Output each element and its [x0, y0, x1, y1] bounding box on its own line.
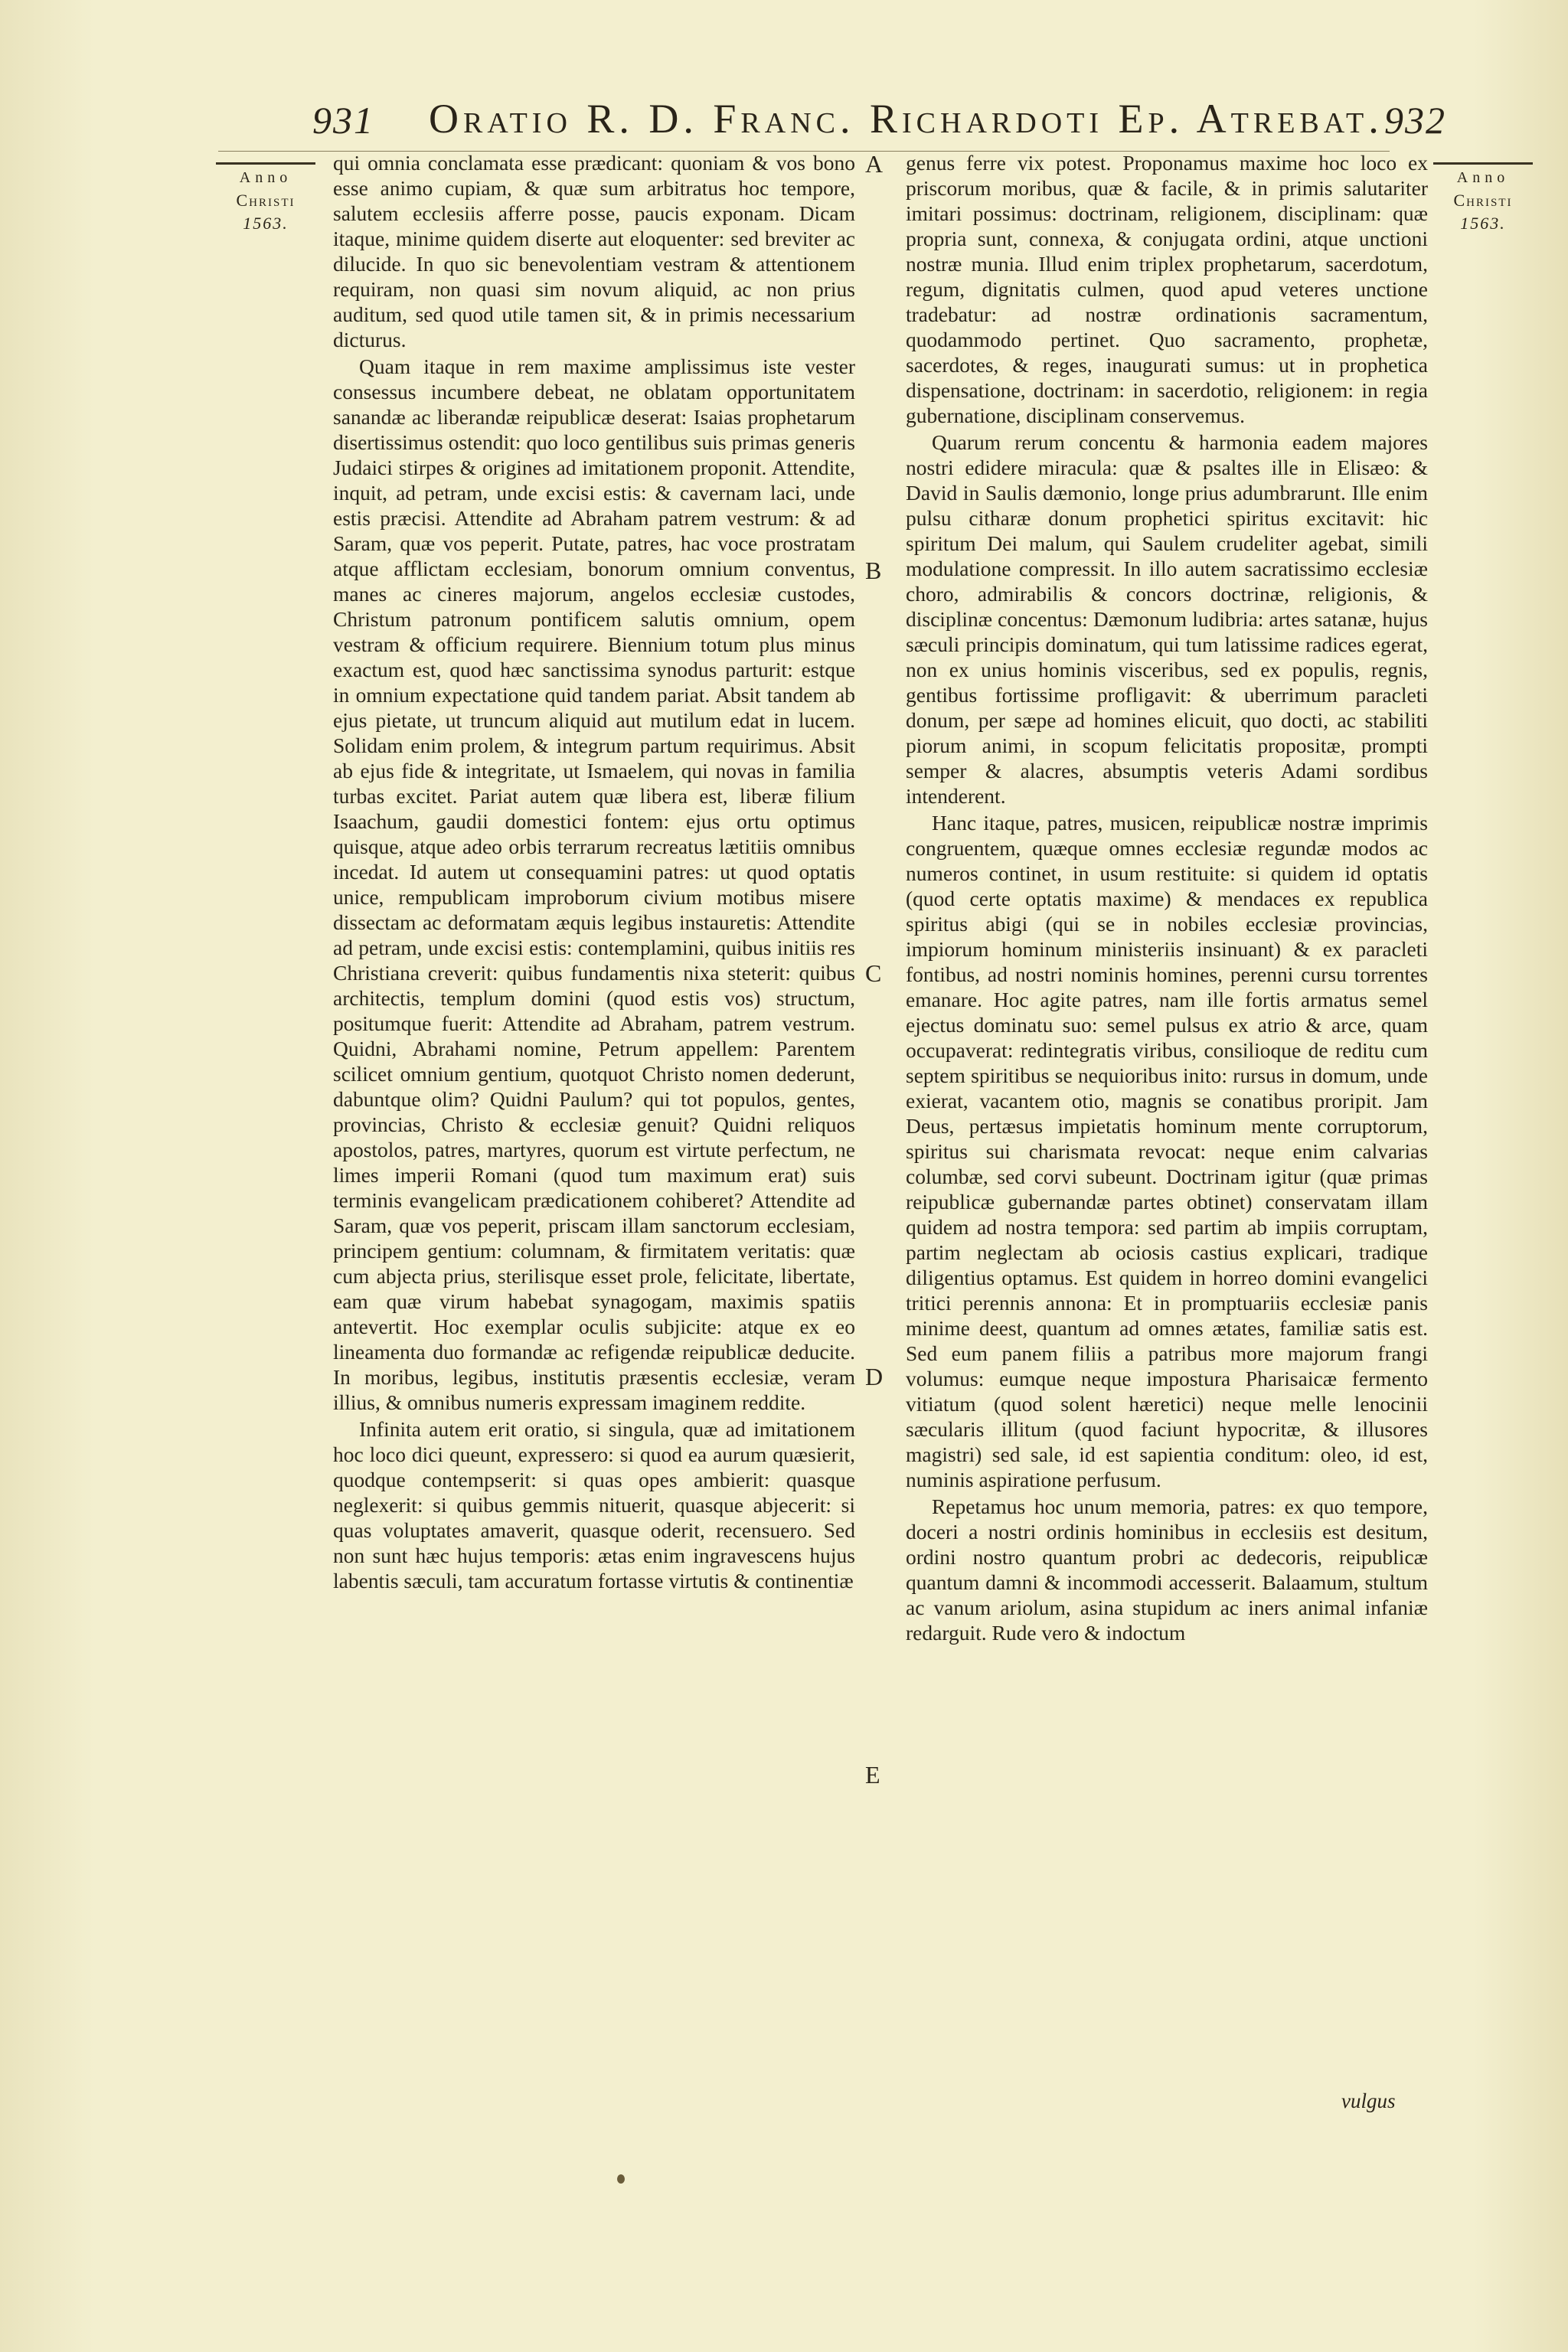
christi-label: Christi	[1453, 191, 1513, 210]
anno-label: Anno	[216, 162, 315, 189]
right-margin-date	[1433, 162, 1533, 235]
paragraph: Quarum rerum concentu & harmonia eadem majores nostri edidere miracula: quæ & psaltes ille in Elisæo: & David in Saulis dæmonio, longe prius adumbrarunt. Ille enim pulsu citharæ donum prophetici spiritus excitavit: hic spiritum Dei malum, qui Saulem crudeliter agebat, simili modulatione compressit. In illo autem sacratissimo ecclesiæ choro, admirabilis & concors doctrinæ, religionis, & disciplinæ concentus: Dæmonum ludibria: artes satanæ, hujus sæculi principis dominatum, qui tum latissime radices egerat, non ex unius hominis visceribus, sed ex populis, regnis, gentibus fortissime profligavit: & uberrimum paracleti donum, per sæpe ad homines elicuit, quo docti, ac stabiliti piorum animi, in scopum felicitatis propositæ, prompti semper & alacres, absumptis veteris Adami sordibus intenderent.	[906, 430, 1428, 808]
running-title: Oratio R. D. Franc. Richardoti Ep. Atrebat.	[429, 96, 1383, 142]
right-text-column	[906, 150, 1428, 2110]
anno-label: Anno	[1433, 162, 1533, 189]
paragraph: Hanc itaque, patres, musicen, reipublicæ nostræ imprimis congruentem, quæque omnes ecclesiæ regundæ modos ac numeros continet, in usum restituite: si quidem id optatis (quod certe optatis maxime) & mendaces ex republica spiritus abigi (qui se in nobiles ecclesiæ provincias, impiorum hominum ministeriis insinuant) & ex paracleti fontibus, ad nostri nominis homines, perenni cursu torrentes emanare. Hoc agite patres, nam ille fortis armatus semel ejectus dominatu suo: semel pulsus ex atrio & arce, quam occupaverat: redintegratis viribus, consilioque de reditu cum septem spiritibus se nequioribus inito: rursus in domum, unde exierat, vacantem otio, magnis se conatibus proripit. Jam Deus, pertæsus impietatis hominum mente corruptorum, spiritus sui charismata revocat: neque enim calvarias columbæ, sed corvi subeunt. Doctrinam igitur (quæ primas reipublicæ gubernandæ partes obtinet) conservatam illam quidem ad nostra tempora: sed partim ab impiis corruptam, partim neglectam ab ociosis castius explicari, tradique diligentius optamus. Est quidem in horreo domini evangelici tritici perennis annona: Et in promptuariis ecclesiæ panis minime deest, quantum ad omnes ætates, familiæ satis est. Sed eum panem filiis a patribus more majorum frangi volumus: eumque neque impostura Pharisaicæ fermento vitiatum (quod solent hæretici) neque melle lenocinii sæcularis illitum (quod faciunt hypocritæ, & illusores magistri) sed sale, id est sapientia conditum: oleo, id est, numinis aspiratione perfusum.	[906, 811, 1428, 1491]
ink-mark	[617, 2174, 625, 2184]
year-label: 1563.	[1460, 214, 1506, 233]
paragraph: genus ferre vix potest. Proponamus maxime hoc loco ex priscorum moribus, quæ & facile, & in primis salutariter imitari possimus: doctrinam, religionem, disciplinam: quæ propria sunt, connexa, & conjugata ordini, atque unctioni nostræ munia. Illud enim triplex prophetarum, sacerdotum, regum, dignitatis culmen, quod apud veteres unctione tradebatur: ad nostræ ordinationis sacramentum, quodammodo pertinet. Quo sacramento, prophetæ, sacerdotes, & reges, inaugurati sumus: ut in prophetica dispensatione, doctrinam: in sacerdotio, religionem: in regia gubernatione, disciplinam conservemus.	[906, 151, 1428, 427]
section-letter-a: A	[865, 150, 884, 178]
paragraph: qui omnia conclamata esse prædicant: quoniam & vos bono esse animo cupiam, & quæ sum arbitratus hoc tempore, salutem ecclesiis afferre posse, paucis exponam. Dicam itaque, minime quidem diserte aut eloquenter: sed breviter ac dilucide. In quo sic benevolentiam vestram & attentionem requiram, non quasi sim novum aliquid, ac non prius auditum, sed quod utile tamen sit, & in primis necessarium dicturus.	[333, 151, 855, 351]
paragraph: Infinita autem erit oratio, si singula, quæ ad imitationem hoc loco dici queunt, expressero: si quod ea aurum quæsierit, quodque contempserit: si quas opes ambierit: quasque neglexerit: si quibus gemmis nituerit, quasque abjecerit: si quas voluptates amaverit, quasque oderit, recensuero. Sed non sunt hæc hujus temporis: ætas enim ingravescens hujus labentis sæculi, tam accuratum fortasse virtutis & continentiæ	[333, 1417, 855, 1592]
right-page-number: 932	[1384, 99, 1446, 142]
left-margin-date	[216, 162, 315, 235]
section-letter-c: C	[865, 959, 882, 987]
left-page-number: 931	[312, 99, 374, 142]
left-text-column	[333, 150, 855, 2110]
year-label: 1563.	[243, 214, 289, 233]
section-letter-d: D	[865, 1363, 884, 1390]
section-letter-b: B	[865, 557, 882, 584]
paragraph: Repetamus hoc unum memoria, patres: ex quo tempore, doceri a nostri ordinis hominibus in ecclesiis est desitum, ordini nostro quantum probri ac dedecoris, reipublicæ quantum damni & incommodi accesserit. Balaamum, stultum ac vanum ariolum, asina stupidum ac iners animal infaniæ redarguit. Rude vero & indoctum	[906, 1494, 1428, 1645]
paragraph: Quam itaque in rem maxime amplissimus iste vester consessus incumbere debeat, ne oblatam opportunitatem sanandæ ac liberandæ reipublicæ deserat: Isaias prophetarum disertissimus ostendit: quo loco gentilibus suis primas generis Judaici stirpes & origines ad imitationem proponit. Attendite, inquit, ad petram, unde excisi estis: & cavernam laci, unde estis præcisi. Attendite ad Abraham patrem vestrum: & ad Saram, quæ vos peperit. Putate, patres, hac voce prostratam atque afflictam ecclesiam, bonorum omnium conventus, manes ac cineres majorum, angelos ecclesiæ custodes, Christum patronum pontificem salutis omnium, opem vestram & officium requirere. Biennium totum plus minus exactum est, quod hæc sanctissima synodus parturit: estque in omnium expectatione quid tandem pariat. Absit tandem ab ejus pietate, ut truncum aliquid aut mutilum edat in lucem. Solidam enim prolem, & integrum partum requirimus. Absit ab ejus fide & integritate, ut Ismaelem, qui novas in familia turbas excitet. Pariat autem quæ libera est, liberæ filium Isaachum, gaudii domestici fontem: ejus ortu optimus quisque, atque adeo orbis terrarum recreatus lætitiis omnibus incedat. Id autem ut consequamini patres: ut quod optatis unice, rempublicam improborum civium motibus misere dissectam ac deformatam æquis legibus instauretis: Attendite ad petram, unde excisi estis: contemplamini, quibus initiis res Christiana creverit: quibus fundamentis nixa steterit: quibus architectis, templum domini (quod estis vos) structum, positumque fuerit: Attendite ad Abraham, patrem vestrum. Quidni, Abrahami nomine, Petrum appellem: Parentem scilicet omnium gentium, quotquot Christo nomen dederunt, dabuntque olim? Quidni Paulum? qui tot populos, gentes, provincias, Christo & ecclesiæ genuit? Quidni reliquos apostolos, patres, martyres, quorum est virtute perfectum, ne limes imperii Romani (quod tum maximum erat) suis terminis evangelicam prædicationem cohiberet? Attendite ad Saram, quæ vos peperit, priscam illam sanctorum ecclesiam, principem gentium: columnam, & firmitatem veritatis: quæ cum abjecta prius, sterilisque esset prole, felicitate, libertate, eam quæ virum habebat synagogam, maximis spatiis antevertit. Hoc exemplar oculis subjicite: atque ex eo lineamenta duo formandæ ac refigendæ reipublicæ deducite. In moribus, legibus, institutis præsentis ecclesiæ, veram illius, & omnibus numeris expressam imaginem reddite.	[333, 354, 855, 1414]
catchword: vulgus	[1341, 2089, 1396, 2112]
section-letter-e: E	[865, 1761, 880, 1788]
christi-label: Christi	[236, 191, 296, 210]
